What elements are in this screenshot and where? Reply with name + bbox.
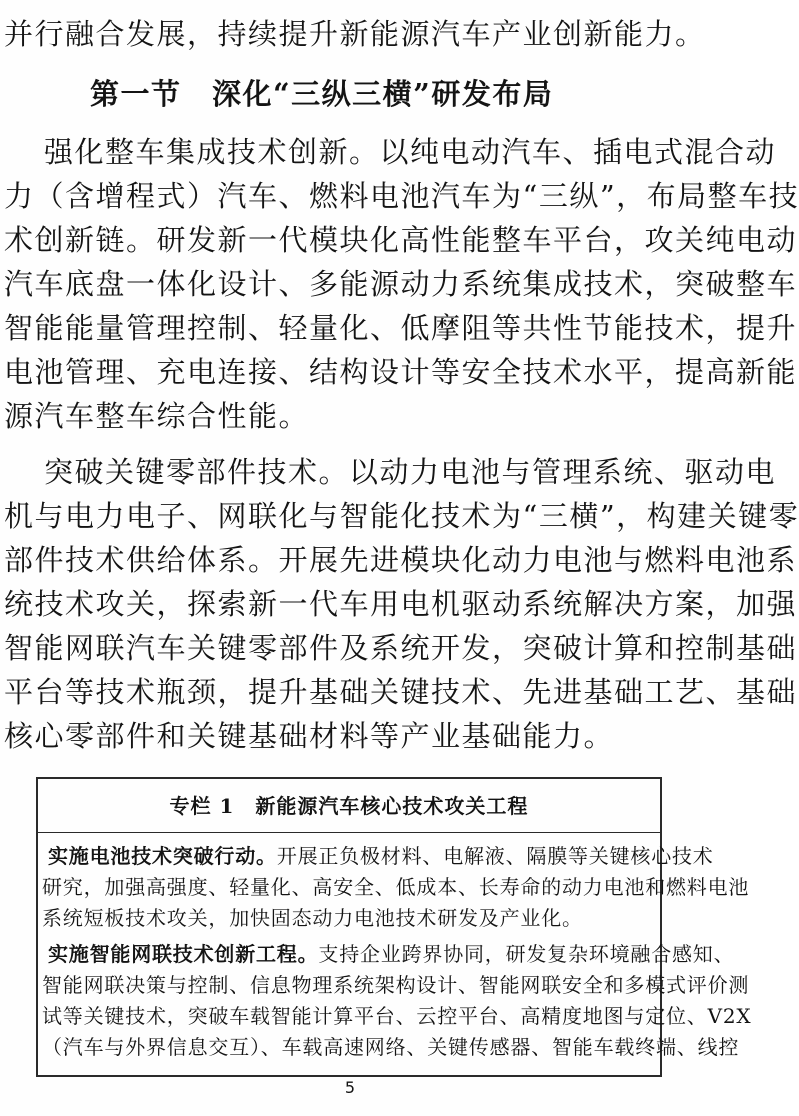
box-text: 开展正负极材料、电解液、隔膜等关键核心技术 (276, 844, 714, 868)
paragraph-line: 核心零部件和关键基础材料等产业基础能力。 (4, 719, 615, 753)
paragraph-line: 术创新链。研发新一代模块化高性能整车平台，攻关纯电动 (4, 223, 798, 257)
paragraph-line: 智能能量管理控制、轻量化、低摩阻等共性节能技术，提升 (4, 311, 798, 345)
box-line: 试等关键技术，突破车载智能计算平台、云控平台、高精度地图与定位、V2X (42, 1004, 752, 1028)
paragraph-line: 电池管理、充电连接、结构设计等安全技术水平，提高新能 (4, 355, 798, 389)
paragraph-line: 源汽车整车综合性能。 (4, 399, 310, 433)
paragraph-line: 突破关键零部件技术。以动力电池与管理系统、驱动电 (44, 455, 777, 489)
box-line: （汽车与外界信息交互）、车载高速网络、关键传感器、智能车载终端、线控 (42, 1035, 740, 1059)
box-lead: 实施电池技术突破行动。 (48, 844, 277, 868)
paragraph-line: 汽车底盘一体化设计、多能源动力系统集成技术，突破整车 (4, 267, 798, 301)
paragraph-line: 强化整车集成技术创新。以纯电动汽车、插电式混合动 (44, 135, 777, 169)
box-title: 专栏 1 新能源汽车核心技术攻关工程 (38, 779, 660, 833)
box-lead: 实施智能网联技术创新工程。 (48, 942, 319, 966)
page-number: 5 (344, 1078, 356, 1097)
box-line: 系统短板技术攻关，加快固态动力电池技术研发及产业化。 (42, 906, 583, 930)
paragraph-line: 机与电力电子、网联化与智能化技术为“三横”，构建关键零 (4, 499, 799, 533)
text-line: 并行融合发展，持续提升新能源汽车产业创新能力。 (4, 17, 706, 51)
paragraph-line: 统技术攻关，探索新一代车用电机驱动系统解决方案，加强 (4, 587, 798, 621)
section-heading: 第一节 深化“三纵三横”研发布局 (90, 77, 554, 111)
box-line (0, 841, 714, 871)
box-line: 智能网联决策与控制、信息物理系统架构设计、智能网联安全和多模式评价测 (42, 973, 750, 997)
box-line: 研究，加强高强度、轻量化、高安全、低成本、长寿命的动力电池和燃料电池 (42, 875, 750, 899)
paragraph-line: 力（含增程式）汽车、燃料电池汽车为“三纵”，布局整车技 (4, 179, 799, 213)
paragraph-line: 智能网联汽车关键零部件及系统开发，突破计算和控制基础 (4, 631, 798, 665)
box-text: 支持企业跨界协同，研发复杂环境融合感知、 (318, 942, 735, 966)
box-line (0, 939, 735, 969)
paragraph-line: 平台等技术瓶颈，提升基础关键技术、先进基础工艺、基础 (4, 675, 798, 709)
paragraph-line: 部件技术供给体系。开展先进模块化动力电池与燃料电池系 (4, 543, 798, 577)
